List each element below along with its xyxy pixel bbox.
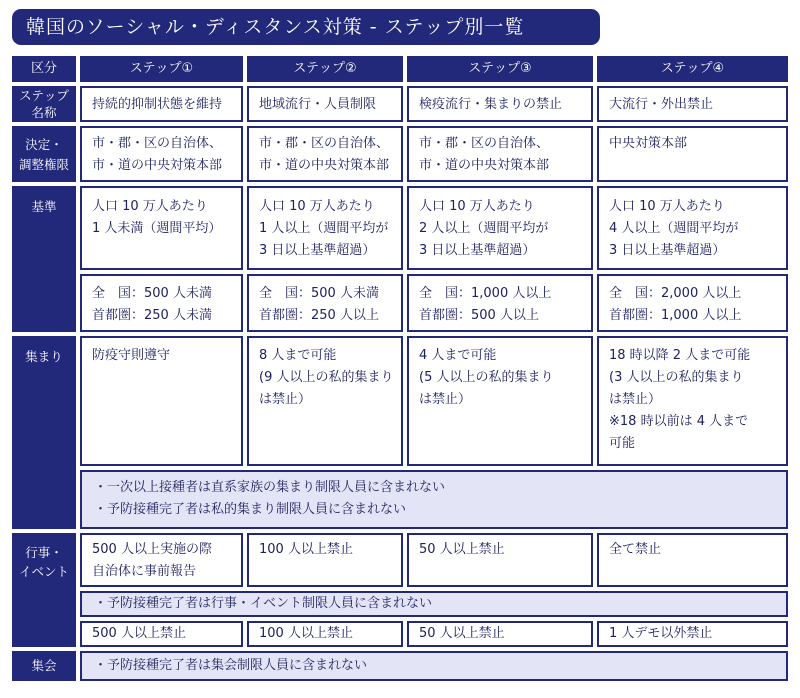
authority-cell — [597, 126, 788, 182]
assembly-note: ・予防接種完了者は集会制限人員に含まれない — [80, 651, 788, 681]
criteria-cell-line: 1 人以上（週間平均が — [259, 221, 389, 236]
criteria-cell-line: 人口 10 万人あたり — [259, 199, 375, 214]
gathering-cell-line: は禁止） — [419, 392, 472, 407]
step-name-cell: 検疫流行・集まりの禁止 — [407, 86, 593, 122]
events-limit-cell: 1 人デモ以外禁止 — [597, 621, 788, 647]
gathering-notes-line: ・一次以上接種者は直系家族の集まり制限人員に含まれない — [94, 480, 446, 495]
criteria-cell-line: 人口 10 万人あたり — [609, 199, 725, 214]
gathering-cell-line: は禁止） — [609, 392, 662, 407]
criteria-count-cell-line: 首都圏：250 人未満 — [92, 308, 212, 323]
events-cell — [597, 533, 788, 587]
events-cell-line: 自治体に事前報告 — [92, 564, 197, 579]
header-step-2: ステップ② — [247, 56, 403, 82]
criteria-cell-line: 4 人以上（週間平均が — [609, 221, 739, 236]
header-kubun: 区分 — [12, 56, 76, 82]
events-limit-cell: 50 人以上禁止 — [407, 621, 593, 647]
criteria-count-cell-line: 首都圏：500 人以上 — [419, 308, 539, 323]
events-cell-line: 100 人以上禁止 — [259, 542, 353, 557]
criteria-cell — [247, 186, 403, 270]
events-cell — [80, 533, 243, 587]
criteria-count-cell — [247, 274, 403, 332]
gathering-cell-line: 4 人まで可能 — [419, 348, 497, 363]
step-name-cell: 大流行・外出禁止 — [597, 86, 788, 122]
authority-cell-line: 市・道の中央対策本部 — [419, 158, 550, 173]
gathering-cell-line: 8 人まで可能 — [259, 348, 337, 363]
gathering-cell-line: は禁止） — [259, 392, 312, 407]
criteria-count-cell — [407, 274, 593, 332]
events-note: ・予防接種完了者は行事・イベント制限人員に含まれない — [80, 591, 788, 617]
criteria-cell — [407, 186, 593, 270]
gathering-cell — [597, 336, 788, 466]
header-step-3: ステップ③ — [407, 56, 593, 82]
authority-cell-line: 市・郡・区の自治体、 — [419, 136, 550, 151]
criteria-cell-line: 2 人以上（週間平均が — [419, 221, 549, 236]
step-name-cell: 地域流行・人員制限 — [247, 86, 403, 122]
authority-cell — [80, 126, 243, 182]
criteria-count-cell-line: 首都圏：250 人以上 — [259, 308, 379, 323]
events-cell-line: 50 人以上禁止 — [419, 542, 505, 557]
events-limit-cell: 100 人以上禁止 — [247, 621, 403, 647]
gathering-notes-line: ・予防接種完了者は私的集まり制限人員に含まれない — [94, 502, 407, 517]
criteria-cell-line: 人口 10 万人あたり — [92, 199, 208, 214]
authority-cell-line: 市・道の中央対策本部 — [259, 158, 390, 173]
criteria-count-cell-line: 首都圏：1,000 人以上 — [609, 308, 742, 323]
gathering-cell — [80, 336, 243, 466]
criteria-cell-line: 3 日以上基準超過） — [419, 243, 536, 258]
criteria-cell — [597, 186, 788, 270]
criteria-cell — [80, 186, 243, 270]
events-cell — [407, 533, 593, 587]
gathering-cell — [247, 336, 403, 466]
rowhead-authority: 決定・ 調整権限 — [12, 126, 76, 182]
criteria-count-cell-line: 全 国：1,000 人以上 — [419, 286, 552, 301]
rowhead-events: 行事・ イベント — [12, 533, 76, 647]
criteria-cell-line: 1 人未満（週間平均） — [92, 221, 222, 236]
events-limit-cell: 500 人以上禁止 — [80, 621, 243, 647]
rowhead-step-name: ステップ 名称 — [12, 86, 76, 122]
criteria-count-cell-line: 全 国：2,000 人以上 — [609, 286, 742, 301]
authority-cell — [407, 126, 593, 182]
gathering-cell-line: (9 人以上の私的集まり — [259, 370, 394, 385]
header-step-1: ステップ① — [80, 56, 243, 82]
criteria-cell-line: 3 日以上基準超過） — [259, 243, 376, 258]
criteria-cell-line: 3 日以上基準超過） — [609, 243, 726, 258]
criteria-cell-line: 人口 10 万人あたり — [419, 199, 535, 214]
criteria-count-cell-line: 全 国：500 人未満 — [92, 286, 212, 301]
events-cell — [247, 533, 403, 587]
gathering-cell-line: 防疫守則遵守 — [92, 348, 171, 363]
criteria-count-cell — [80, 274, 243, 332]
page-title: 韓国のソーシャル・ディスタンス対策 - ステップ別一覧 — [12, 9, 600, 45]
gathering-cell-line: ※18 時以前は 4 人まで — [609, 414, 749, 429]
criteria-count-cell-line: 全 国：500 人未満 — [259, 286, 379, 301]
events-cell-line: 500 人以上実施の際 — [92, 542, 212, 557]
authority-cell-line: 中央対策本部 — [609, 136, 688, 151]
gathering-cell-line: 18 時以降 2 人まで可能 — [609, 348, 751, 363]
rowhead-assembly: 集会 — [12, 651, 76, 681]
gathering-cell — [407, 336, 593, 466]
authority-cell-line: 市・郡・区の自治体、 — [92, 136, 223, 151]
rowhead-criteria: 基準 — [12, 186, 76, 332]
rowhead-gathering: 集まり — [12, 336, 76, 529]
gathering-cell-line: 可能 — [609, 436, 636, 451]
authority-cell — [247, 126, 403, 182]
gathering-notes — [80, 470, 788, 529]
gathering-cell-line: (3 人以上の私的集まり — [609, 370, 744, 385]
header-step-4: ステップ④ — [597, 56, 788, 82]
step-name-cell: 持続的抑制状態を維持 — [80, 86, 243, 122]
authority-cell-line: 市・道の中央対策本部 — [92, 158, 223, 173]
events-cell-line: 全て禁止 — [609, 542, 662, 557]
gathering-cell-line: (5 人以上の私的集まり — [419, 370, 554, 385]
authority-cell-line: 市・郡・区の自治体、 — [259, 136, 390, 151]
criteria-count-cell — [597, 274, 788, 332]
